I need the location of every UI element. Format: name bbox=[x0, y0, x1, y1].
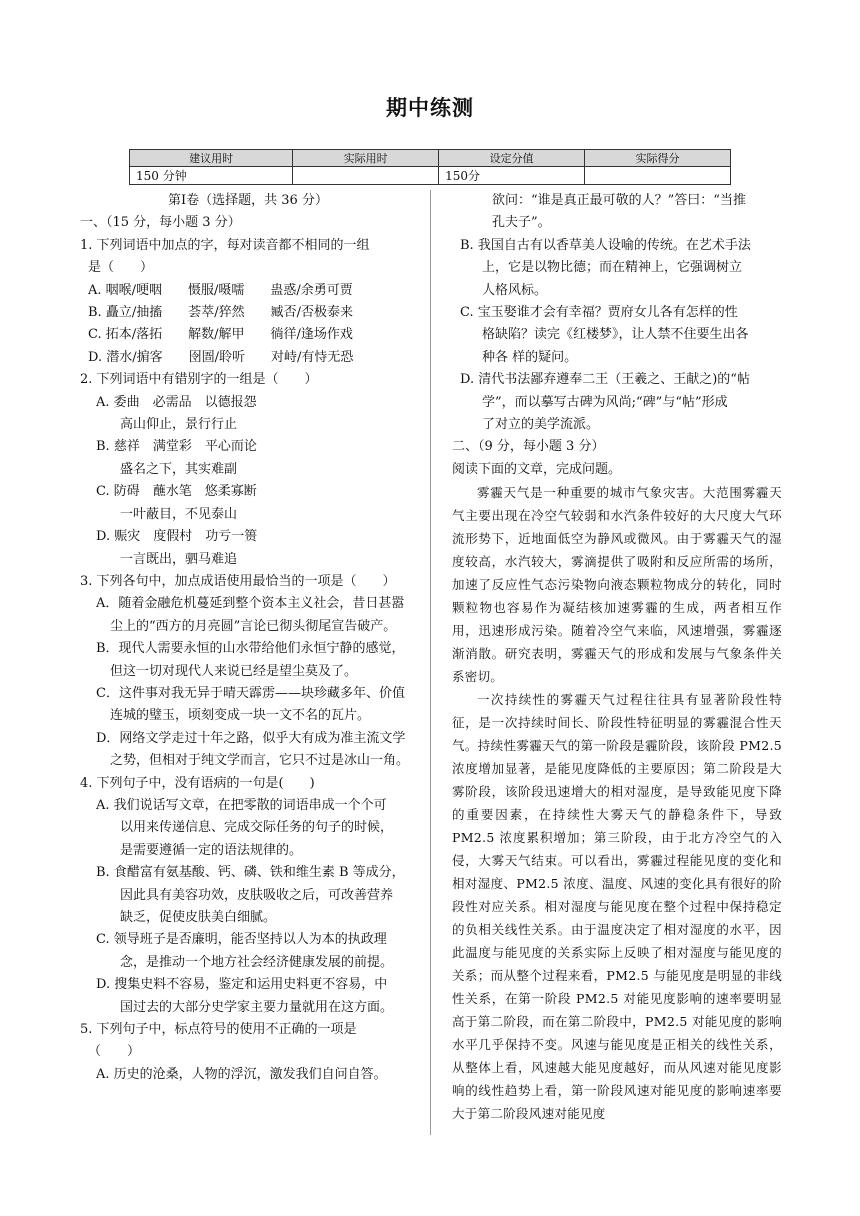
text-line: A. 我们说话写文章，在把零散的词语串成一个个可 bbox=[96, 797, 387, 813]
column-divider bbox=[430, 190, 431, 1135]
text-line: C. 领导班子是否廉明，能否坚持以人为本的执政理 bbox=[96, 932, 387, 948]
text-line: 孔夫子”。 bbox=[492, 215, 551, 231]
text-line: 念，是推动一个地方社会经济健康发展的前提。 bbox=[120, 954, 394, 970]
header-actual-time: 实际用时 bbox=[293, 150, 439, 167]
text-line: 之势，但相对于纯文学而言，它只不过是冰山一角。 bbox=[110, 753, 410, 769]
text-line: 种各 样的疑问。 bbox=[482, 349, 578, 365]
text-line: 是需要遵循一定的语法规律的。 bbox=[120, 842, 303, 858]
header-suggested-time: 建议用时 bbox=[130, 150, 293, 167]
text-line: A. 历史的沧桑，人物的浮沉，激发我们自问自答。 bbox=[96, 1066, 387, 1082]
passage-paragraph-2: 一次持续性的雾霾天气过程往往具有显著阶段性特征，是一次持续时间长、阶段性特征明显的雾霾混合性天气。持续性雾霾天气的第一阶段是霾阶段，该阶段 PM2.5 浓度增加显著，是能见度降低的主要原因；第二阶段是大雾阶段，该阶段迅速增大的相对湿度，是导致能见度下降的重要因素，在持续性大雾天气的静稳条件下，导致 PM2.5 浓度累积增加；第三阶段，由于北方冷空气的入侵，大雾天气结束。可以看出，雾霾过程能见度的变化和相对湿度、PM2.5 浓度、温度、风速的变化具有很好的阶段性对应关系。相对湿度与能见度在整个过程中保持稳定的负相关线性关系。由于温度决定了相对湿度的水平，因此温度与能见度的关系实际上反映了相对湿度与能见度的关系；而从整个过程来看，PM2.5 与能见度是明显的非线性关系，在第一阶段 PM2.5 对能见度影响的速率要明显高于第二阶段，而在第二阶段中，PM2.5 对能见度的影响水平几乎保持不变。风速与能见度是正相关的线性关系，从整体上看，风速越大能见度越好，而从风速对能见度影响的线性趋势上看，第一阶段风速对能见度的影响速率要大于第二阶段风速对能见度 bbox=[452, 692, 782, 1122]
passage-paragraph-1: 雾霾天气是一种重要的城市气象灾害。大范围雾霾天气主要出现在冷空气较弱和水汽条件较好的大尺度大气环流形势下，近地面低空为静风或微风。由于雾霾天气的湿度较高，水汽较大，雾滴提供了吸附和反应所需的场所，加速了反应性气态污染物向液态颗粒物成分的转化，同时颗粒物也容易作为凝结核加速雾霾的生成，两者相互作用，迅速形成污染。随着冷空气来临，风速增强，雾霾逐渐消散。研究表明，雾霾天气的形成和发展与气象条件关系密切。 bbox=[452, 485, 782, 685]
text-line: D. 赈灾 度假村 功亏一篑 bbox=[96, 529, 258, 545]
text-line: 一言既出，驷马难追 bbox=[120, 551, 238, 567]
text-line: 上，它是以物比德；而在精神上，它强调树立 bbox=[482, 260, 743, 276]
text-line: 因此具有美容功效，皮肤吸收之后，可改善营养 bbox=[120, 887, 394, 903]
text-line: C. 拓本/落拓 解数/解甲 徜徉/逢场作戏 bbox=[88, 327, 353, 343]
text-line: 连城的璧玉，顷刻变成一块一文不名的瓦片。 bbox=[110, 708, 371, 724]
text-line: C. 防碍 蘸水笔 悠柔寡断 bbox=[96, 484, 257, 500]
header-actual-score: 实际得分 bbox=[585, 150, 731, 167]
text-line: 国过去的大部分史学家主要力量就用在这方面。 bbox=[120, 999, 394, 1015]
text-line: 但这一切对现代人来说已经是望尘莫及了。 bbox=[110, 663, 358, 679]
text-line: 学”，而以摹写古碑为风尚;“碑”与“帖”形成 bbox=[482, 394, 728, 410]
text-line: A. 委曲 必需品 以德报怨 bbox=[96, 394, 257, 410]
left-column bbox=[80, 190, 416, 1086]
value-actual-score bbox=[585, 167, 731, 185]
time-score-table bbox=[129, 149, 731, 185]
text-line: 一叶蔽目，不见泰山 bbox=[120, 506, 238, 522]
text-line: A. 咽喉/哽咽 慑服/嗫嚅 蛊惑/余勇可贾 bbox=[88, 282, 353, 298]
text-line: 高山仰止，景行行止 bbox=[120, 417, 238, 433]
text-line: 2. 下列词语中有错别字的一组是（ ） bbox=[80, 372, 318, 388]
text-line: 4. 下列句子中，没有语病的一句是( ) bbox=[80, 775, 315, 791]
text-line: （ ） bbox=[88, 1044, 141, 1060]
value-actual-time bbox=[293, 167, 439, 185]
right-column bbox=[452, 190, 782, 1125]
text-line: B. 慈祥 满堂彩 平心而论 bbox=[96, 439, 257, 455]
page-title: 期中练测 bbox=[386, 96, 474, 120]
text-line: 欲问：“谁是真正最可敬的人？”答曰：“当推 bbox=[492, 193, 746, 208]
text-line: B. 矗立/抽搐 荟萃/猝然 臧否/否极泰来 bbox=[88, 305, 353, 321]
text-line: 缺乏，促使皮肤美白细腻。 bbox=[120, 910, 277, 925]
right-column-lines bbox=[452, 190, 782, 481]
text-line: 5. 下列句子中，标点符号的使用不正确的一项是 bbox=[80, 1022, 357, 1038]
text-line: 尘上的“西方的月亮圆”言论已彻头彻尾宣告破产。 bbox=[110, 618, 397, 634]
text-line: B．现代人需要永恒的山水带给他们永恒宁静的感觉， bbox=[96, 641, 405, 657]
text-line: A．随着金融危机蔓延到整个资本主义社会，昔日甚嚣 bbox=[96, 596, 405, 612]
text-line: 了对立的美学流派。 bbox=[482, 417, 600, 433]
text-line: 一、（15 分，每小题 3 分） bbox=[80, 215, 241, 231]
text-line: 第Ⅰ卷（选择题，共 36 分） bbox=[168, 193, 328, 208]
text-line: 3. 下列各句中，加点成语使用最恰当的一项是（ ） bbox=[80, 573, 396, 589]
text-line: 1. 下列词语中加点的字，每对读音都不相同的一组 bbox=[80, 237, 370, 253]
header-set-score: 设定分值 bbox=[439, 150, 585, 167]
text-line: 格缺陷？读完《红楼梦》，让人禁不住要生出各 bbox=[482, 327, 749, 343]
text-line: 人格风标。 bbox=[482, 282, 548, 298]
value-suggested-time: 150 分钟 bbox=[130, 167, 293, 185]
text-line: D．网络文学走过十年之路，似乎大有成为准主流文学 bbox=[96, 730, 406, 746]
text-line: 是（ ） bbox=[88, 260, 154, 276]
text-line: C. 宝玉娶谁才会有幸福？贾府女儿各有怎样的性 bbox=[460, 305, 738, 321]
text-line: D. 潜水/掮客 囹圄/聆听 对峙/有恃无恐 bbox=[88, 349, 354, 365]
text-line: D. 清代书法鄙弃遵奉二王（王羲之、王献之)的“帖 bbox=[460, 372, 750, 388]
text-line: 二、（9 分，每小题 3 分） bbox=[452, 439, 605, 455]
text-line: B. 食醋富有氨基酸、钙、磷、铁和维生素 B 等成分， bbox=[96, 865, 405, 881]
text-line: B. 我国自古有以香草美人设喻的传统。在艺术手法 bbox=[460, 237, 751, 253]
value-set-score: 150分 bbox=[439, 167, 585, 185]
text-line: C．这件事对我无异于晴天霹雳——块珍藏多年、价值 bbox=[96, 685, 405, 701]
text-line: D. 搜集史料不容易，鉴定和运用史料更不容易，中 bbox=[96, 977, 388, 993]
text-line: 以用来传递信息、完成交际任务的句子的时候， bbox=[120, 820, 394, 836]
text-line: 盛名之下，其实难副 bbox=[120, 461, 238, 477]
text-line: 阅读下面的文章，完成问题。 bbox=[452, 461, 622, 477]
